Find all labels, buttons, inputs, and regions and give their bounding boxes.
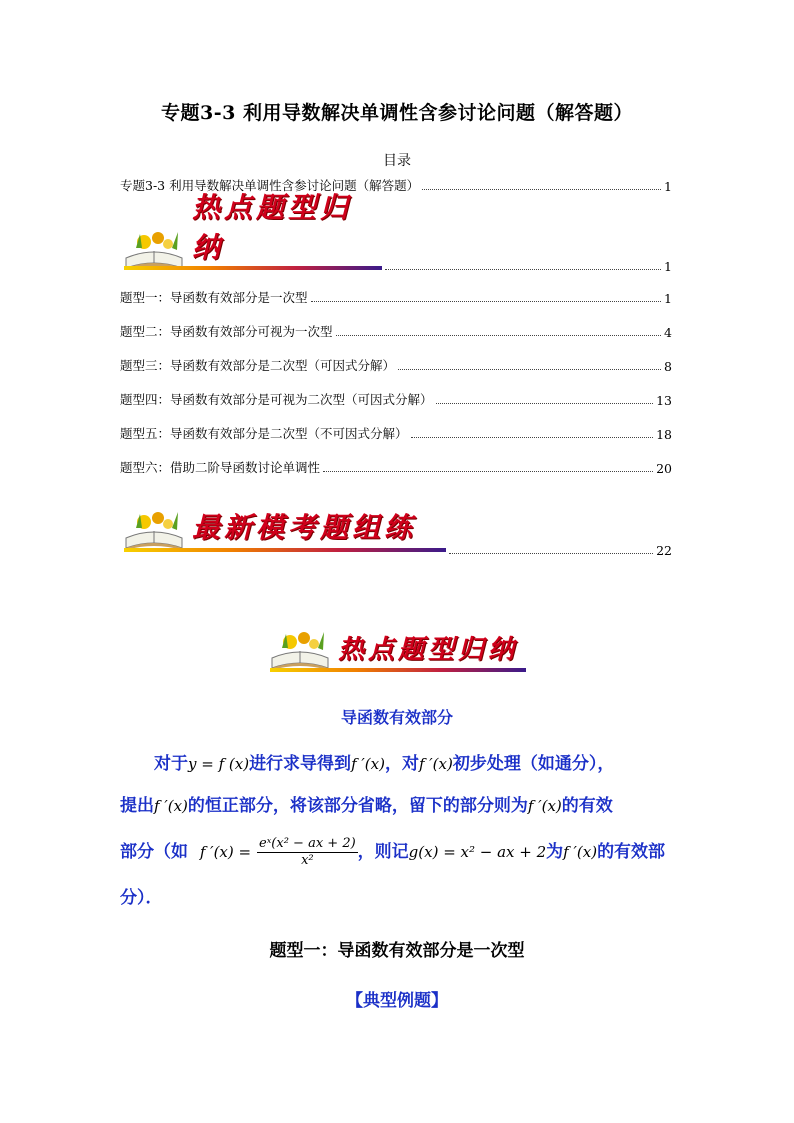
toc-entry[interactable]	[120, 288, 672, 306]
hot-types-section-banner-text: 热点题型归纳	[338, 635, 519, 665]
toc-entry[interactable]	[120, 356, 672, 374]
toc-entry-label: 题型六：借助二阶导函数讨论单调性	[120, 460, 321, 475]
math-expression: y = f (x)	[188, 755, 250, 773]
document-title: 专题3-3 利用导数解决单调性含参讨论问题（解答题）	[161, 102, 633, 124]
toc-entry-page: 20	[656, 461, 672, 476]
hot-types-banner	[122, 191, 382, 272]
toc-entry-label: 题型二：导函数有效部分可视为一次型	[120, 324, 333, 339]
toc-leader-dots	[323, 471, 653, 472]
math-expression: f ′(x)	[563, 843, 598, 861]
book-flower-icon	[122, 508, 186, 552]
math-expression: f ′(x)	[154, 797, 188, 815]
math-expression: f ′(x) =	[199, 843, 252, 861]
math-expression: f ′(x)	[351, 755, 385, 773]
section-heading: 导函数有效部分	[340, 708, 453, 727]
toc-entry-page: 1	[664, 291, 672, 306]
definition-paragraph-line-2: 提出f ′(x)的恒正部分，将该部分省略，留下的部分则为f ′(x)的有效	[120, 796, 613, 816]
definition-paragraph-line-3: 部分（如 f ′(x) = $\frac{\text{eˣ(x² − ax + 2)}}{\text{x²}}$ ，则记g(x) = x² − ax + 2为f ′(x)的有效部	[120, 836, 666, 868]
toc-leader-dots	[422, 189, 661, 190]
toc-entry-page: 1	[664, 259, 672, 274]
banner-underline	[124, 548, 446, 552]
toc-entry-label: 题型四：导函数有效部分是可视为二次型（可因式分解）	[120, 392, 433, 407]
toc-entry[interactable]	[120, 458, 672, 476]
math-expression: f ′(x)	[418, 755, 453, 773]
toc-entry-label: 题型三：导函数有效部分是二次型（可因式分解）	[120, 358, 396, 373]
toc-entry-page: 22	[656, 543, 672, 558]
toc-heading: 目录	[383, 153, 411, 169]
toc-entry[interactable]	[120, 424, 672, 442]
banner-underline	[270, 668, 526, 672]
toc-entry-page: 18	[656, 427, 672, 442]
toc-leader-dots	[436, 403, 654, 404]
toc-entry[interactable]	[446, 540, 672, 558]
toc-leader-dots	[385, 269, 661, 270]
toc-entry-label: 专题3-3 利用导数解决单调性含参讨论问题（解答题）	[120, 178, 420, 193]
book-flower-icon	[268, 628, 332, 672]
math-expression: g(x) = x² − ax + 2	[408, 843, 547, 861]
example-heading: 【典型例题】	[346, 991, 448, 1011]
toc-entry-page: 8	[664, 359, 672, 374]
toc-leader-dots	[336, 335, 662, 336]
toc-entry-page: 1	[664, 179, 672, 194]
definition-paragraph-line-4: 分）．	[120, 888, 163, 908]
toc-entry[interactable]	[382, 256, 672, 274]
toc-entry-label: 题型一：导函数有效部分是一次型	[120, 290, 308, 305]
toc-leader-dots	[411, 437, 654, 438]
hot-types-banner-text: 热点题型归纳	[192, 191, 353, 264]
toc-entry-page: 13	[656, 393, 672, 408]
toc-entry[interactable]	[120, 390, 672, 408]
type-one-heading: 题型一：导函数有效部分是一次型	[269, 941, 525, 961]
math-expression: f ′(x)	[527, 797, 562, 815]
toc-entry-page: 4	[664, 325, 672, 340]
toc-entry-label: 题型五：导函数有效部分是二次型（不可因式分解）	[120, 426, 408, 441]
banner-underline	[124, 266, 382, 270]
latest-mock-banner	[122, 502, 452, 552]
math-fraction: $\frac{\text{eˣ(x² − ax + 2)}}{\text{x²}}$	[259, 836, 356, 868]
latest-mock-banner-text: 最新模考题组练	[192, 511, 417, 544]
hot-types-section-banner	[268, 622, 528, 672]
definition-paragraph-line-1: 对于y = f (x)进行求导得到f ′(x)，对f ′(x)初步处理（如通分），	[154, 754, 615, 774]
toc-entry[interactable]	[120, 322, 672, 340]
toc-leader-dots	[398, 369, 661, 370]
toc-leader-dots	[449, 553, 653, 554]
toc-leader-dots	[311, 301, 662, 302]
